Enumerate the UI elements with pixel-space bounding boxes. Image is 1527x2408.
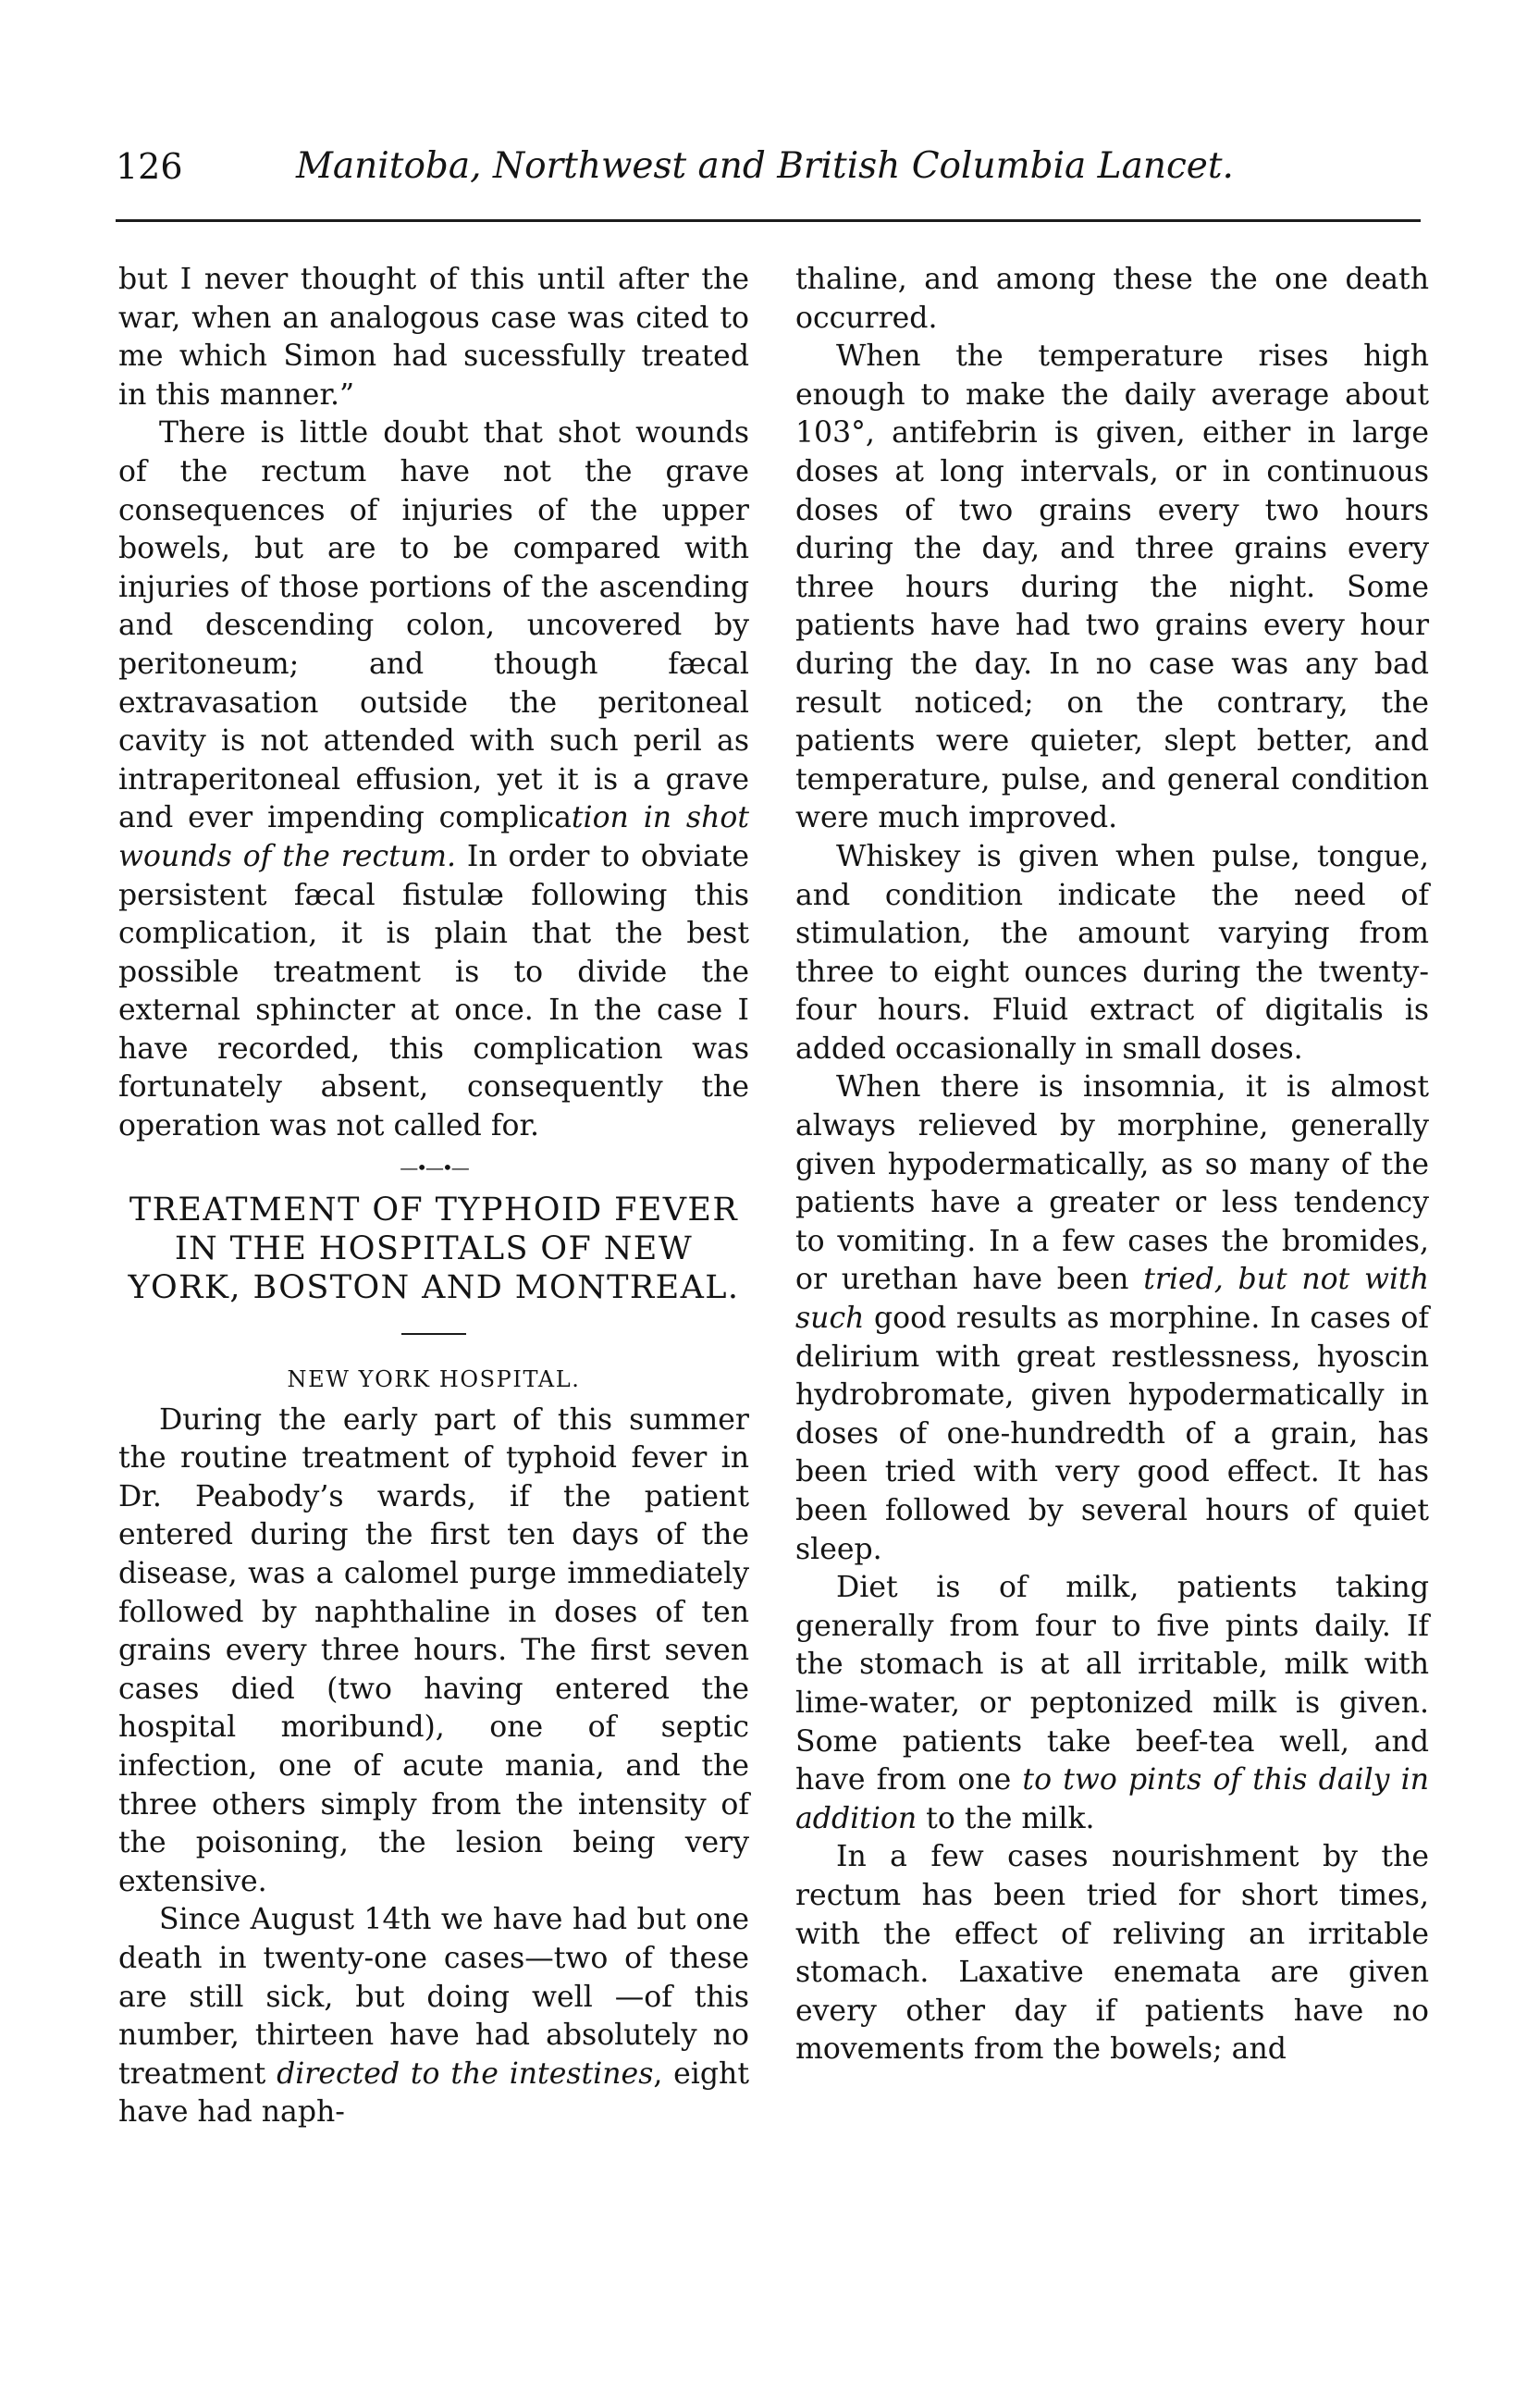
subheading: NEW YORK HOSPITAL. [287,1365,581,1392]
paragraph [795,1068,1429,1569]
paragraph: thaline, and among these the one death occurred. [795,263,1429,335]
paragraph: Whiskey is given when pulse, tongue, and condition indicate the need of stimulation, the amount varying from three to eight ounces during the twenty-four hours. Fluid extract of digitalis is added occasionally in small doses. [795,839,1429,1066]
short-rule [401,1333,466,1335]
page-number: 126 [116,146,183,187]
italic-text: directed to the intestines [277,2056,654,2091]
left-column [118,261,749,2132]
paragraph [118,414,749,1145]
paragraph: In a few cases nourishment by the rectum has been tried for short times, with the effect of reliving an irritable stomach. Laxative enemata are given every other day if patients have no movements from the bowels; and [795,1840,1429,2067]
paragraph: During the early part of this summer the routine treatment of typhoid fever in Dr. Peabody’s wards, if the patient entered during the first ten days of the disease, was a calomel purge immediately followed by naphthaline in doses of ten grains every three hours. The first seven cases died (two having entered the hospital moribund), one of septic infection, one of acute mania, and the three others simply from the intensity of the poisoning, the lesion being very extensive. [118,1402,749,1898]
italic-text: tried, but not with such [795,1263,1429,1336]
right-column [795,261,1429,2069]
running-head [116,143,1421,199]
paragraph [118,1901,749,2132]
italic-text: to two pints of this daily in addition [795,1763,1429,1835]
paragraph-text: good results as morphine. In cases of delirium with great restlessness, hyoscin hydrobromate, given hypodermatically in doses of one-hundredth of a grain, has been tried with very good effect. It has been followed by several hours of quiet sleep. [795,1302,1429,1566]
paragraph-text: , eight have had naph- [118,2056,749,2130]
journal-title: Manitoba, Northwest and British Columbia Lancet. [296,145,1234,187]
section-ornament: —•—•— [400,1155,468,1179]
paragraph [795,1569,1429,1838]
paragraph: When the temperature rises high enough to make the daily average about 103°, antifebrin is given, either in large doses at long intervals, or in continuous doses of two grains every two hours during the day, and three grains every three hours during the night. Some patients have had two grains every hour during the day. In no case was any bad result noticed; on the contrary, the patients were quieter, slept better, and temperature, pulse, and general condition were much improved. [795,340,1429,835]
paragraph-text: There is little doubt that shot wounds of the rectum have not the grave consequences of injuries of the upper bowels, but are to be compared with injuries of those portions of the ascending and descending colon, uncovered by peritoneum; and though fæcal extravasation outside the peritoneal cavity is not attended with such peril as intraperitoneal effusion, yet it is a grave and ever impending complication in shot wounds of the rectum. In order to obviate persistent fæcal fistulæ following this complication, it is plain that the best possible treatment is to divide the external sphincter at once. In the case I have recorded, this complication was fortunately absent, consequently the operation was not called for. [118,416,749,1143]
header-rule [116,219,1421,222]
section-title: TREATMENT OF TYPHOID FEVER IN THE HOSPITALS OF NEW YORK, BOSTON AND MONTREAL. [128,1191,740,1306]
paragraph-text: Diet is of milk, patients taking generally from four to five pints daily. If the stomach is at all irritable, milk with lime-water, or peptonized milk is given. Some patients take beef-tea well, and have from one [795,1571,1429,1797]
italic-text: tion in shot wounds of the rectum. [118,801,749,873]
paragraph: but I never thought of this until after the war, when an analogous case was cited to me which Simon had sucessfully treated in this manner.” [118,263,749,412]
paragraph-text: Since August 14th we have had but one death in twenty-one cases—two of these are still sick, but doing well —of this number, thirteen have had absolutely no treatment [118,1903,749,2091]
paragraph-text: to the milk. [917,1801,1095,1835]
paragraph-text: When there is insomnia, it is almost always relieved by morphine, generally given hypodermatically, as so many of the patients have a greater or less tendency to vomiting. In a few cases the bromides, or urethan have been [795,1070,1429,1297]
